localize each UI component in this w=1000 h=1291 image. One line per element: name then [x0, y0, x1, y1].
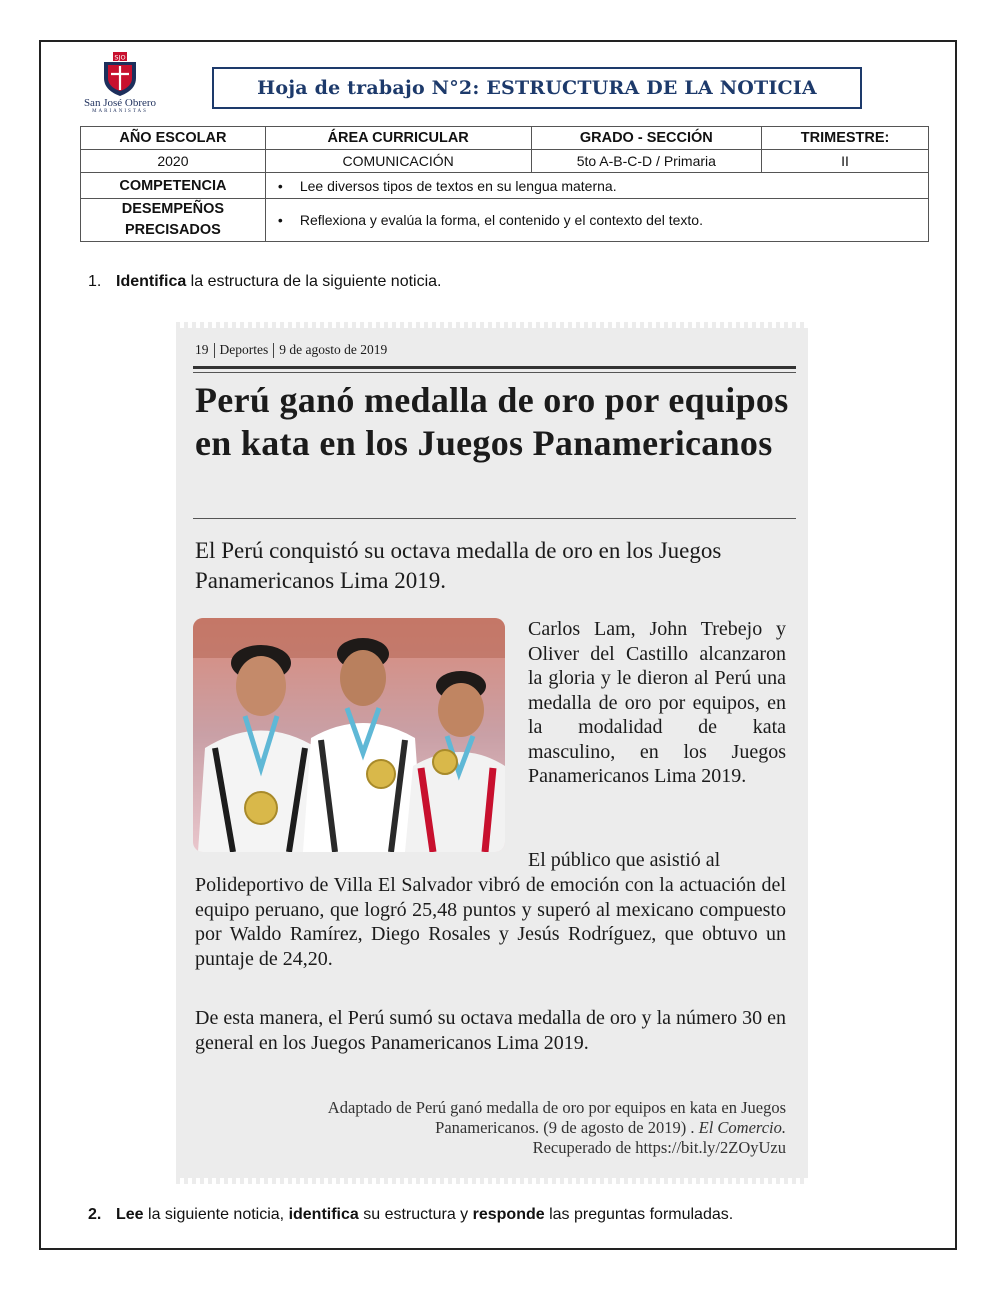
table-row: [81, 127, 929, 150]
source-line-2: [206, 1118, 786, 1138]
question-keyword: Identifica: [116, 273, 187, 290]
school-logo: [80, 52, 160, 118]
competencia-text: Lee diversos tipos de textos en su lengua materna.: [299, 177, 617, 194]
svg-text:SJO: SJO: [114, 53, 126, 62]
value-cell: 5to A-B-C-D / Primaria: [531, 150, 762, 173]
question-keyword: responde: [472, 1206, 545, 1223]
header-cell: AÑO ESCOLAR: [81, 127, 266, 150]
source-line-3: Recuperado de https://bit.ly/2ZOyUzu: [532, 1138, 786, 1157]
news-page-number: 19: [195, 342, 209, 357]
news-date: 9 de agosto de 2019: [279, 342, 388, 357]
news-headline: Perú ganó medalla de oro por equipos en kata en los Juegos Panamericanos: [195, 380, 789, 463]
desempenos-label-line1: DESEMPEÑOS: [121, 201, 225, 217]
value-cell: 2020: [81, 150, 266, 173]
news-photo: [193, 618, 505, 852]
news-paragraph-2-start: El público que asistió al: [528, 849, 721, 871]
news-lead: El Perú conquistó su octava medalla de oro en los Juegos Panamericanos Lima 2019.: [195, 538, 722, 593]
value-cell: COMUNICACIÓN: [265, 150, 531, 173]
desempenos-text: Reflexiona y evalúa la forma, el contenido y el contexto del texto.: [299, 212, 703, 228]
worksheet-title-box: [212, 67, 862, 109]
news-paragraph-1: Carlos Lam, John Trebejo y Oliver del Castillo alcanzaron la gloria y le dieron al Perú una medalla de oro por equipos, en la modalidad de kata masculino, en los Juegos Panamericanos Lima 2019.: [528, 618, 786, 787]
header-cell: ÁREA CURRICULAR: [265, 127, 531, 150]
school-name: San José Obrero: [83, 97, 157, 109]
question-2: [88, 1206, 733, 1224]
question-1: [88, 273, 442, 291]
shield-icon: [101, 52, 139, 96]
question-text: la estructura de la siguiente noticia.: [186, 273, 442, 290]
school-subtitle: MARIANISTAS: [92, 109, 148, 114]
question-keyword: Lee: [116, 1206, 144, 1223]
source-publication: El Comercio.: [698, 1118, 786, 1137]
news-section: Deportes: [219, 342, 269, 357]
question-text: su estructura y: [358, 1206, 473, 1223]
news-clipping: [176, 322, 808, 1184]
source-line-1: Adaptado de Perú ganó medalla de oro por equipos en kata en Juegos: [327, 1098, 786, 1117]
question-text: la siguiente noticia,: [143, 1206, 289, 1223]
competencia-label: COMPETENCIA: [81, 173, 266, 199]
desempenos-cell: [265, 199, 928, 242]
table-row: [81, 199, 929, 242]
table-row: [81, 150, 929, 173]
question-number: 1.: [88, 273, 102, 290]
question-keyword: identifica: [288, 1206, 359, 1223]
header-cell: GRADO - SECCIÓN: [531, 127, 762, 150]
question-number: 2.: [88, 1206, 102, 1223]
header-cell: TRIMESTRE:: [762, 127, 929, 150]
question-text: las preguntas formuladas.: [544, 1206, 734, 1223]
table-row: [81, 173, 929, 199]
value-cell: II: [762, 150, 929, 173]
news-paragraph-2: Polideportivo de Villa El Salvador vibró de emoción con la actuación del equipo peruano, que logró 25,48 puntos y superó al mexicano compuesto por Waldo Ramírez, Diego Rosales y Jesús Rodríguez, que obtuvo un puntaje de 24,20.: [195, 874, 786, 970]
worksheet-title: Hoja de trabajo N°2: ESTRUCTURA DE LA NOTICIA: [257, 77, 817, 99]
info-table: [80, 126, 929, 242]
bullet: •: [277, 212, 283, 228]
bullet: •: [277, 177, 283, 194]
news-meta: [195, 342, 387, 358]
divider: [193, 366, 796, 373]
news-paragraph-3: De esta manera, el Perú sumó su octava medalla de oro y la número 30 en general en los Juegos Panamericanos Lima 2019.: [195, 1007, 786, 1054]
competencia-cell: [265, 173, 928, 199]
source-text: Panamericanos. (9 de agosto de 2019) .: [435, 1118, 699, 1137]
divider: [193, 518, 796, 519]
desempenos-label-line2: PRECISADOS: [124, 222, 221, 238]
desempenos-label: [81, 199, 266, 242]
news-source: [206, 1098, 786, 1158]
